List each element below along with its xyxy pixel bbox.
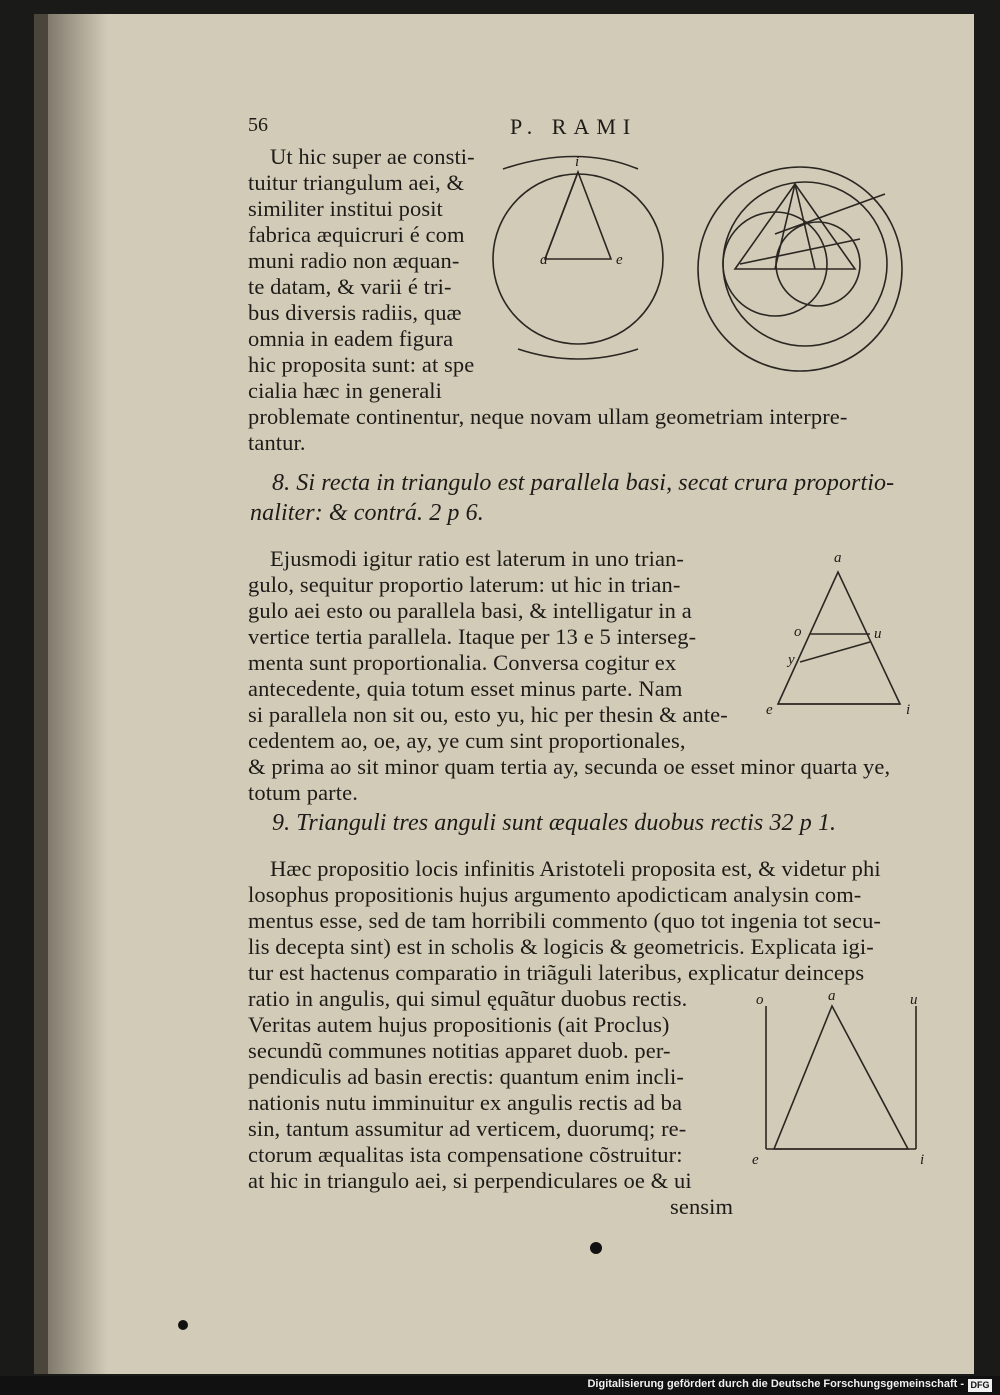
dfg-logo: DFG [968, 1379, 992, 1392]
text-line: vertice tertia parallela. Itaque per 13 e 5 interseg- [248, 624, 697, 649]
text-line: losophus propositionis hujus argumento apodicticam analysin com- [248, 882, 862, 907]
text-line: ctorum æqualitas ista compensatione cõstruitur: [248, 1142, 683, 1167]
text-line: similiter institui posit [248, 196, 443, 221]
figure-triangle [545, 172, 611, 259]
text-line: gulo, sequitur proportio laterum: ut hic in trian- [248, 572, 681, 597]
label-u: u [874, 626, 882, 642]
figure-perpendicular-triangle [748, 984, 938, 1184]
label-i: i [920, 1152, 925, 1168]
text-line: si parallela non sit ou, esto yu, hic per thesin & ante- [248, 702, 728, 727]
running-title: P. RAMI [510, 114, 638, 139]
label-e: e [616, 252, 623, 268]
figure-arc [518, 349, 638, 359]
text-line: te datam, & varii é tri- [248, 274, 452, 299]
text-line: tuitur triangulum aei, & [248, 170, 465, 195]
text-line: lis decepta sint) est in scholis & logicis & geometricis. Explicata igi- [248, 934, 874, 959]
proposition-9: 9. Trianguli tres anguli sunt æquales duobus rectis 32 p 1. [272, 810, 837, 836]
label-i: i [575, 154, 580, 170]
figure-circle [723, 182, 887, 346]
text-line: Ut hic super ae consti- [270, 144, 475, 169]
label-i: i [906, 702, 911, 718]
text-line: pendiculis ad basin erectis: quantum enim incli- [248, 1064, 684, 1089]
ink-spot [590, 1242, 602, 1254]
label-a: a [540, 252, 548, 268]
book-page [34, 14, 974, 1374]
text-line: bus diversis radiis, quæ [248, 300, 462, 325]
label-e: e [752, 1152, 759, 1168]
text-line: muni radio non æquan- [248, 248, 460, 273]
text-line: totum parte. [248, 780, 358, 805]
label-a: a [828, 988, 836, 1004]
text-line: sin, tantum assumitur ad verticem, duorumq; re- [248, 1116, 687, 1141]
text-line: secundũ communes notitias apparet duob. per- [248, 1038, 671, 1063]
text-line: gulo aei esto ou parallela basi, & intelligatur in a [248, 598, 692, 623]
text-line: tur est hactenus comparatio in triãguli lateribus, explicatur deinceps [248, 960, 865, 985]
text-line: fabrica æquicruri é com [248, 222, 465, 247]
label-e: e [766, 702, 773, 718]
text-line: Hæc propositio locis infinitis Aristoteli proposita est, & videtur phi [270, 856, 881, 881]
text-line: Ejusmodi igitur ratio est laterum in uno trian- [270, 546, 684, 571]
label-o: o [794, 624, 802, 640]
figure-parallel-triangle [760, 544, 930, 724]
text-line: ratio in angulis, qui simul ęquãtur duobus rectis. [248, 986, 688, 1011]
text-line: nationis nutu imminuitur ex angulis rectis ad ba [248, 1090, 683, 1115]
label-o: o [756, 992, 764, 1008]
text-line: menta sunt proportionalia. Conversa cogitur ex [248, 650, 677, 675]
figure-arc [503, 157, 638, 170]
text-line: tantur. [248, 430, 306, 455]
catchword: sensim [670, 1194, 734, 1219]
label-u: u [910, 992, 918, 1008]
text-line: omnia in eadem figura [248, 326, 454, 351]
proposition-8-line1: 8. Si recta in triangulo est parallela basi, secat crura proportio- [272, 470, 895, 496]
text-line: problemate continentur, neque novam ullam geometriam interpre- [248, 404, 848, 429]
figure-nested-circles [680, 164, 920, 384]
text-line: antecedente, quia totum esset minus parte. Nam [248, 676, 683, 701]
text-line: hic proposita sunt: at spe [248, 352, 475, 377]
label-y: y [788, 652, 795, 668]
figure-line [800, 642, 870, 662]
footer-credit: Digitalisierung gefördert durch die Deutsche Forschungsgemeinschaft - [587, 1378, 964, 1390]
text-line: Veritas autem hujus propositionis (ait Proclus) [248, 1012, 670, 1037]
text-line: at hic in triangulo aei, si perpendiculares oe & ui [248, 1168, 692, 1193]
text-line: cedentem ao, oe, ay, ye cum sint proportionales, [248, 728, 686, 753]
proposition-8-line2: naliter: & contrá. 2 p 6. [250, 500, 484, 526]
page-number: 56 [248, 114, 268, 136]
text-line: & prima ao sit minor quam tertia ay, secunda oe esset minor quarta ye, [248, 754, 891, 779]
figure-triangle [774, 1006, 908, 1149]
figure-equilateral-triangle [498, 154, 648, 364]
text-line: cialia hæc in generali [248, 378, 442, 403]
footer-bar [0, 1376, 1000, 1395]
text-line: mentus esse, sed de tam horribili commento (quo tot ingenia tot secu- [248, 908, 882, 933]
ink-spot [178, 1320, 188, 1330]
figure-line [545, 172, 578, 259]
label-a: a [834, 550, 842, 566]
